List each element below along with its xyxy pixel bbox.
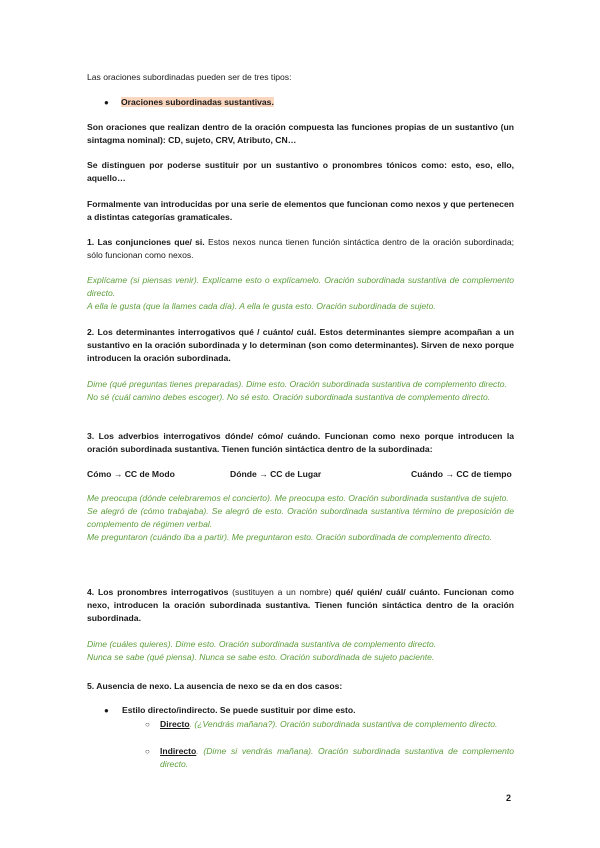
direct-indirect-label: Estilo directo/indirecto. Se puede sustituir por dime esto.: [122, 705, 356, 715]
example-line: Se alegró de (cómo trabajaba). Se alegró de esto. Oración subordinada sustantiva término de preposición de complemento de régimen verbal.: [87, 506, 514, 529]
item-determiners-examples: [87, 378, 514, 404]
cc-lugar: Dónde → CC de Lugar: [230, 469, 322, 479]
section-heading: [121, 96, 274, 109]
example-line: Me preguntaron (cuándo iba a partir). Me preguntaron esto. Oración subordinada de complemento directo.: [87, 532, 493, 542]
item-conjunctions-examples: [87, 274, 514, 313]
intro-text: Las oraciones subordinadas pueden ser de tres tipos:: [87, 72, 292, 82]
definition-paragraph: Son oraciones que realizan dentro de la oración compuesta las funciones propias de un sustantivo (un sintagma nominal): CD, sujeto, CRV, Atributo, CN…: [87, 122, 514, 145]
example-line: A ella le gusta (que la llames cada día). A ella le gusta esto. Oración subordinada de sujeto.: [87, 301, 436, 311]
example-line: Dime (qué preguntas tienes preparadas). Dime esto. Oración subordinada sustantiva de complemento directo.: [87, 379, 507, 389]
example-line: Me preocupa (dónde celebraremos el concierto). Me preocupa esto. Oración subordinada sustantiva de sujeto.: [87, 493, 509, 503]
example-line: Nunca se sabe (qué piensa). Nunca se sabe esto. Oración subordinada de sujeto paciente.: [87, 652, 435, 662]
example-line: Explícame (si piensas venir). Explícame esto o explícamelo. Oración subordinada sustantiva de complemento directo.: [87, 275, 514, 298]
bullet-icon: ●: [104, 98, 109, 107]
page-number: 2: [506, 793, 512, 803]
sub-bullet-icon: ○: [145, 747, 150, 756]
cc-tiempo: Cuándo → CC de tiempo: [411, 469, 512, 479]
example-line: Dime (cuáles quieres). Dime esto. Oración subordinada sustantiva de complemento directo.: [87, 639, 437, 649]
item-adverbs-examples: [87, 492, 514, 544]
item-absence-heading: 5. Ausencia de nexo. La ausencia de nexo se da en dos casos:: [87, 681, 343, 691]
example-line: No sé (cuál camino debes escoger). No sé esto. Oración subordinada sustantiva de complemento directo.: [87, 392, 491, 402]
cc-modo: Cómo → CC de Modo: [87, 469, 175, 479]
bullet-icon: ●: [104, 706, 109, 715]
item-adverbs-heading: 3. Los adverbios interrogativos dónde/ cómo/ cuándo. Funcionan como nexo porque introducen la oración subordinada sustantiva. Tienen función sintáctica dentro de la subordinada:: [87, 431, 514, 454]
direct-example: Directo. (¿Vendrás mañana?). Oración subordinada sustantiva de complemento directo.: [160, 719, 498, 729]
section-heading-highlight: Oraciones subordinadas sustantivas.: [121, 97, 274, 107]
item-pronouns-heading: 4. Los pronombres interrogativos (sustituyen a un nombre) qué/ quién/ cuál/ cuánto. Funcionan como nexo, introducen la oración subordinada sustantiva. Tienen función sintáctica dentro de la oración subordinada.: [87, 587, 514, 623]
item-determiners-heading: 2. Los determinantes interrogativos qué / cuánto/ cuál. Estos determinantes siempre acompañan a un sustantivo en la oración subordinada y lo determinan (son como determinantes). Sirven de nexo porque introducen la oración subordinada.: [87, 327, 514, 363]
substitution-paragraph: Se distinguen por poderse sustituir por un sustantivo o pronombres tónicos como: esto, eso, ello, aquello…: [87, 160, 514, 183]
sub-bullet-icon: ○: [145, 720, 150, 729]
item-conjunctions-heading: 1. Las conjunciones que/ si. Estos nexos nunca tienen función sintáctica dentro de la oración subordinada; sólo funcionan como nexos.: [87, 237, 514, 260]
indirect-example: Indirecto. (Dime si vendrás mañana). Oración subordinada sustantiva de complemento directo.: [160, 746, 514, 769]
item-pronouns-examples: [87, 638, 514, 664]
formal-paragraph: Formalmente van introducidas por una serie de elementos que funcionan como nexos y que pertenecen a distintas categorías gramaticales.: [87, 199, 514, 222]
